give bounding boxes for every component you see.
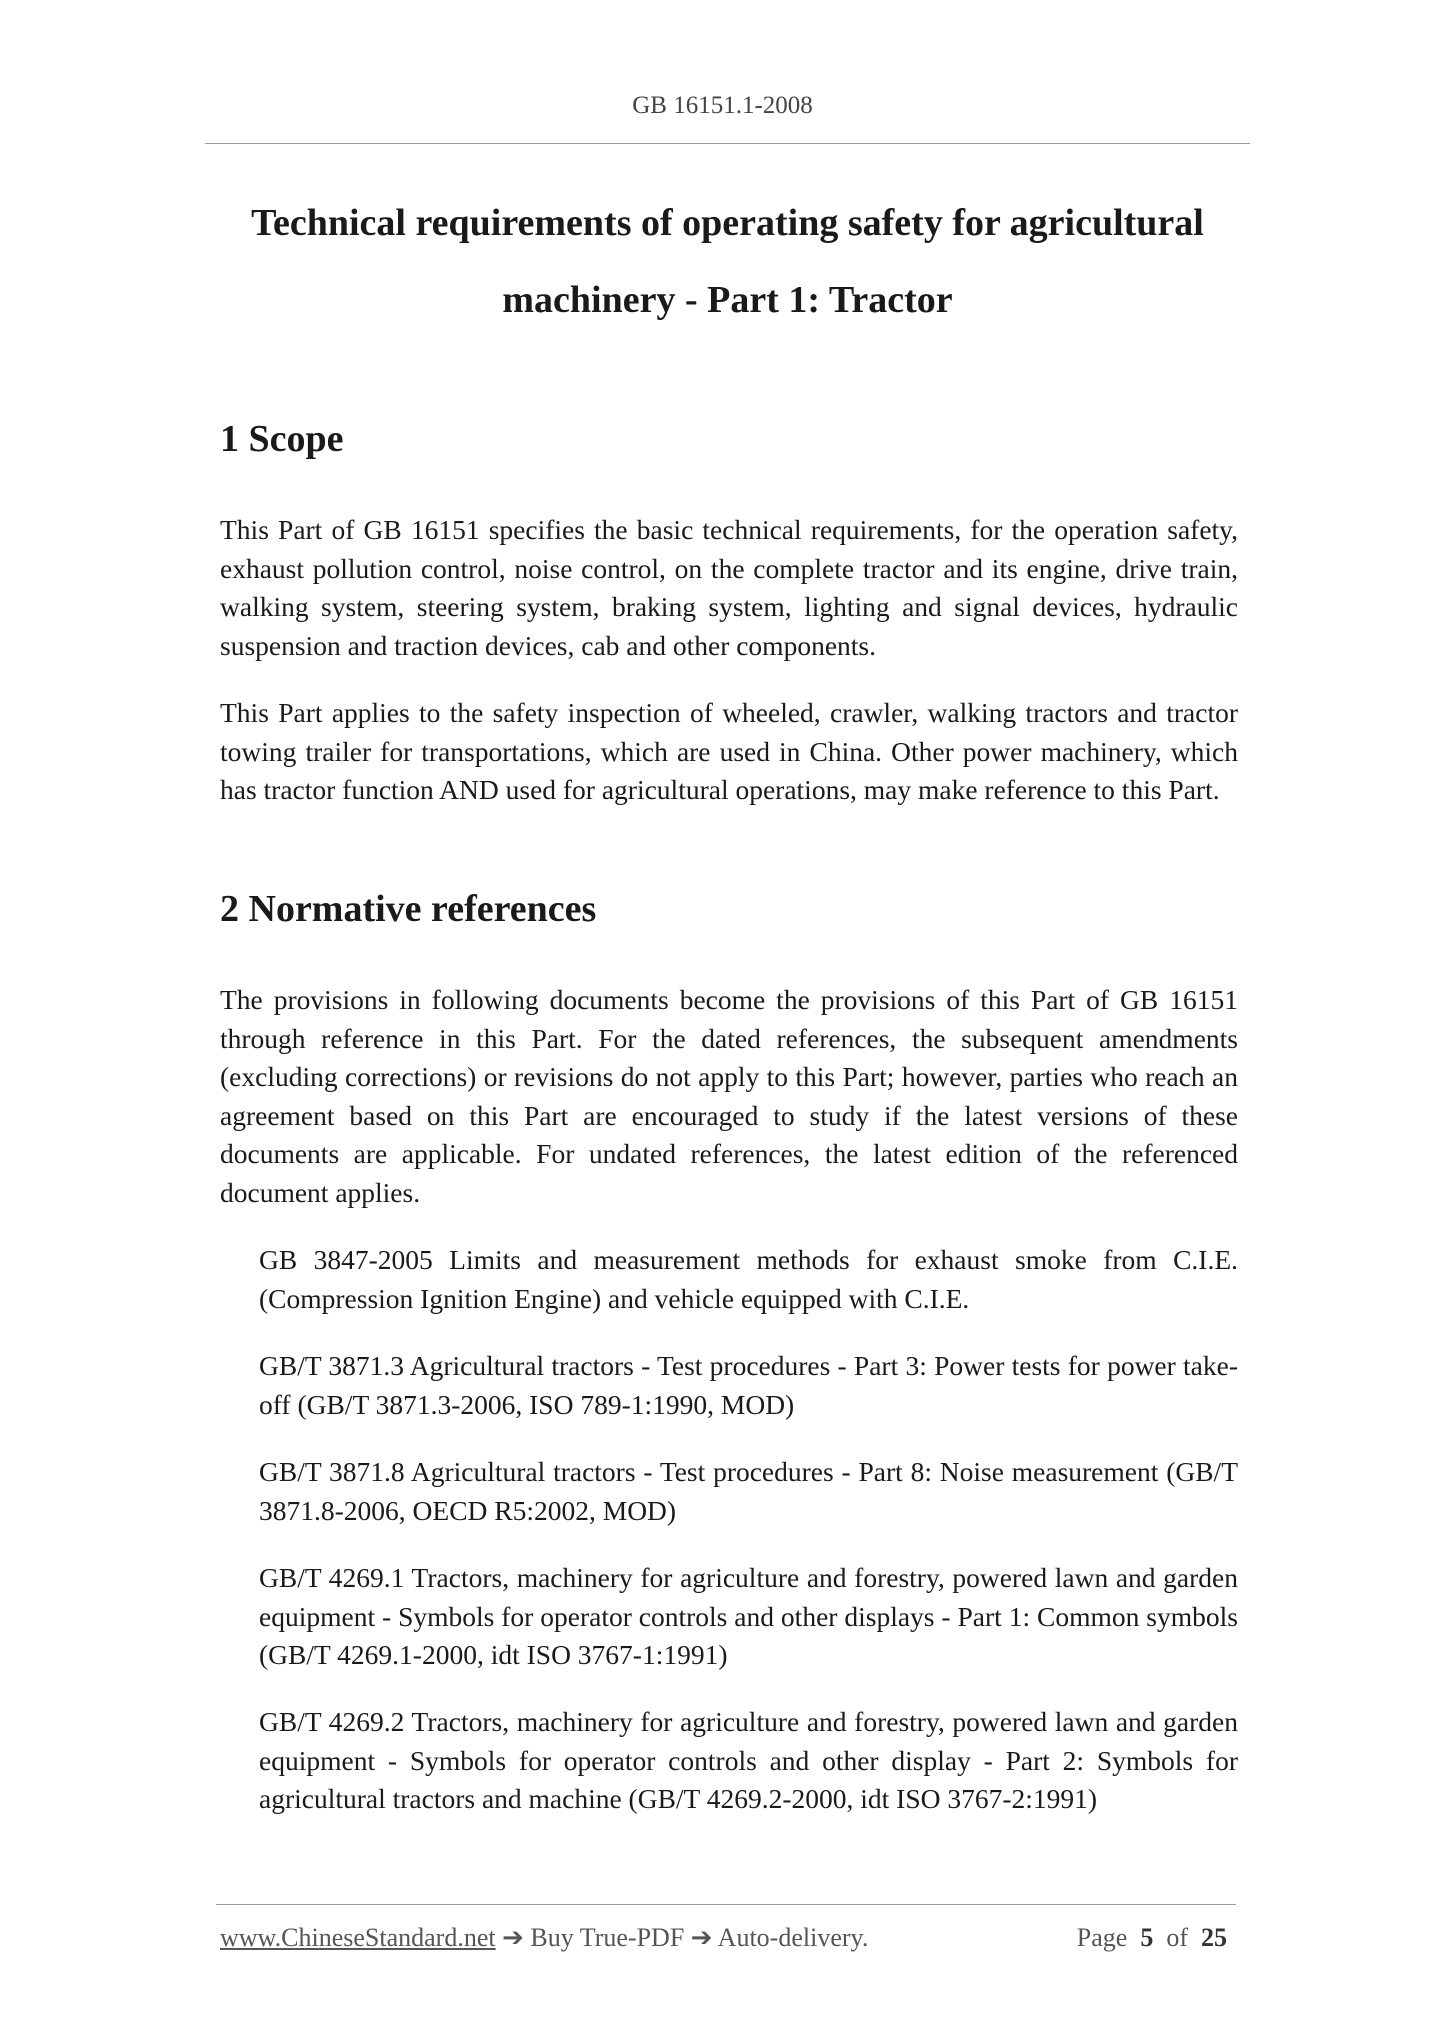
reference-item-gbt-4269-2: GB/T 4269.2 Tractors, machinery for agriculture and forestry, powered lawn and garden equipment - Symbols for operator controls and other display - Part 2: Symbols for agricultural tractors and machine (GB/T 4269.2-2000, idt ISO 3767-2:1991) — [259, 1706, 1238, 1814]
page-current: 5 — [1140, 1923, 1154, 1952]
reference-item-gbt-4269-1: GB/T 4269.1 Tractors, machinery for agriculture and forestry, powered lawn and garden equipment - Symbols for operator controls and other displays - Part 1: Common symbols (GB/T 4269.1-2000, idt ISO 3767-1:1991) — [259, 1562, 1238, 1670]
footer-divider — [216, 1904, 1236, 1905]
footer-buy-text: Buy True-PDF — [530, 1923, 685, 1952]
page-number — [1077, 1923, 1227, 1953]
page-of: of — [1166, 1923, 1188, 1952]
arrow-right-icon: ➔ — [690, 1923, 713, 1952]
normative-intro-paragraph: The provisions in following documents become the provisions of this Part of GB 16151 through reference in this Part. For the dated references, the subsequent amendments (excluding corrections) or revisions do not apply to this Part; however, parties who reach an agreement based on this Part are encouraged to study if the latest versions of these documents are applicable. For undated references, the latest edition of the referenced document applies. — [220, 984, 1238, 1208]
reference-item-gbt-3871-8: GB/T 3871.8 Agricultural tractors - Test procedures - Part 8: Noise measurement (GB/T 3871.8-2006, OECD R5:2002, MOD) — [259, 1456, 1238, 1526]
scope-paragraph-2: This Part applies to the safety inspection of wheeled, crawler, walking tractors and tractor towing trailer for transportations, which are used in China. Other power machinery, which has tractor function AND used for agricultural operations, may make reference to this Part. — [220, 697, 1238, 805]
reference-item-gb-3847: GB 3847-2005 Limits and measurement methods for exhaust smoke from C.I.E. (Compression Ignition Engine) and vehicle equipped with C.I.E. — [259, 1244, 1238, 1314]
title-line-1: Technical requirements of operating safety for agricultural — [251, 202, 1204, 244]
page-total: 25 — [1201, 1923, 1227, 1952]
header-divider — [205, 143, 1250, 144]
title-line-2: machinery - Part 1: Tractor — [502, 279, 953, 321]
document-title — [205, 185, 1250, 339]
footer-promo — [220, 1923, 868, 1953]
arrow-right-icon: ➔ — [502, 1923, 524, 1952]
section-heading-normative-references: 2 Normative references — [220, 888, 597, 930]
footer-delivery-text: Auto-delivery. — [717, 1923, 869, 1952]
reference-item-gbt-3871-3: GB/T 3871.3 Agricultural tractors - Test procedures - Part 3: Power tests for power take-off (GB/T 3871.3-2006, ISO 789-1:1990, MOD) — [259, 1350, 1238, 1420]
scope-paragraph-1: This Part of GB 16151 specifies the basic technical requirements, for the operation safety, exhaust pollution control, noise control, on the complete tractor and its engine, drive train, walking system, steering system, braking system, lighting and signal devices, hydraulic suspension and traction devices, cab and other components. — [220, 514, 1238, 661]
header-doc-id: GB 16151.1-2008 — [632, 92, 813, 119]
footer-site-link[interactable]: www.ChineseStandard.net — [220, 1923, 496, 1952]
page-label: Page — [1076, 1923, 1128, 1952]
section-heading-scope: 1 Scope — [220, 418, 344, 460]
